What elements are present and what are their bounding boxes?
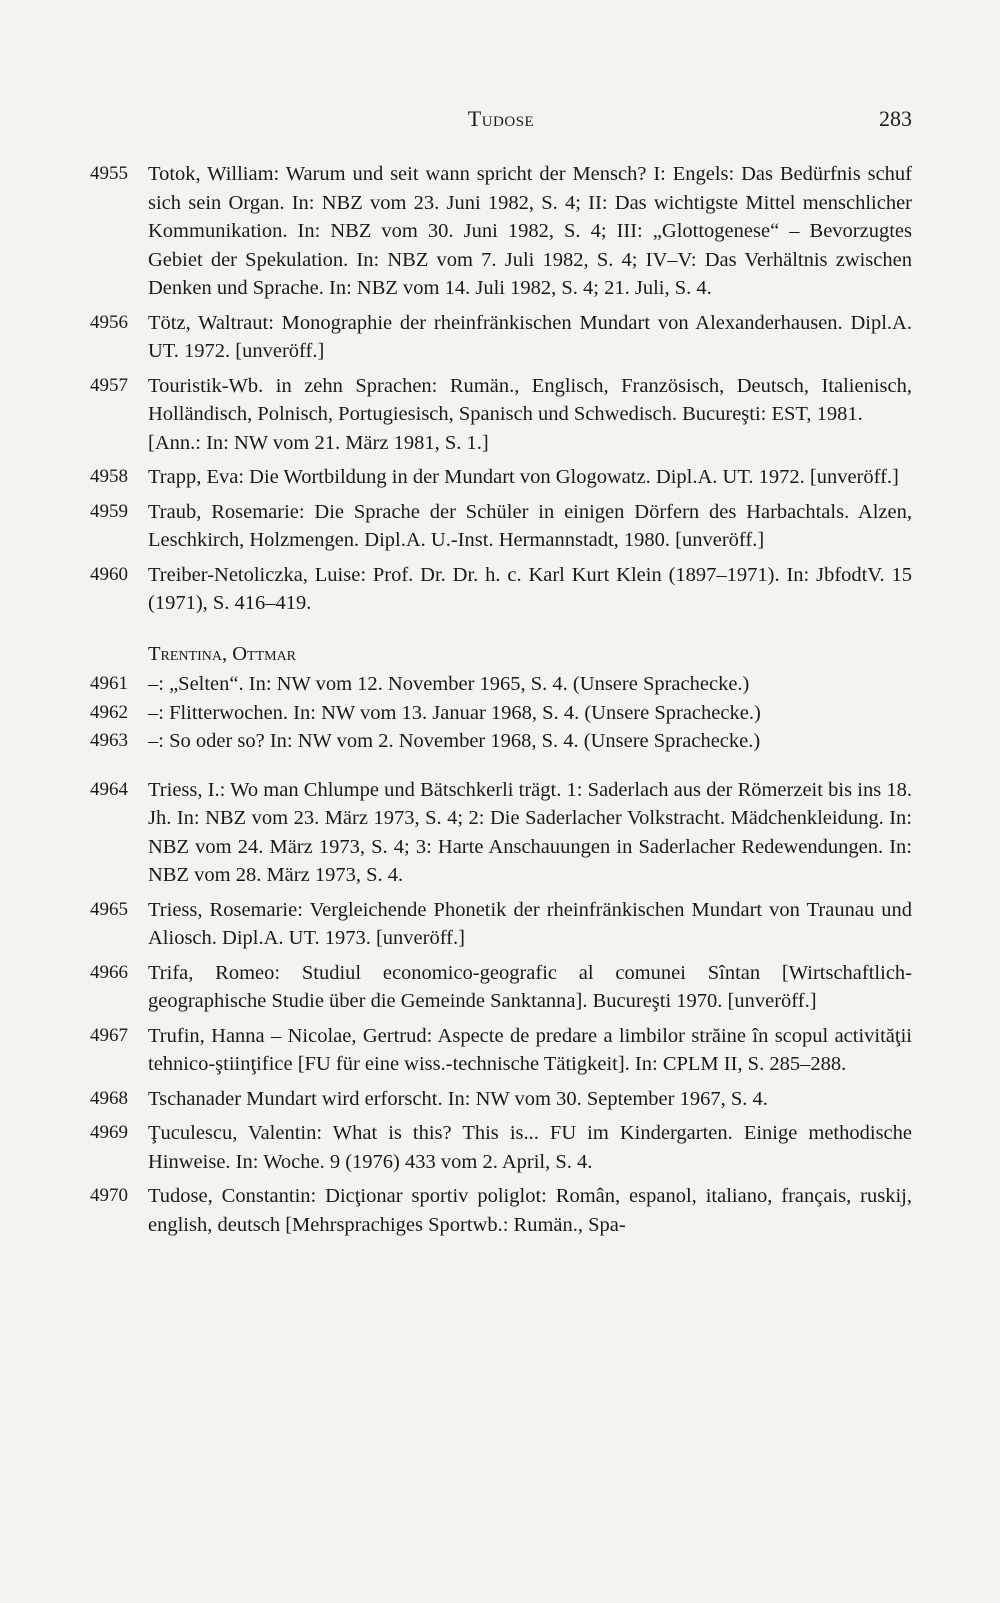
entry-4961 [90, 670, 912, 699]
entry-text: Trapp, Eva: Die Wortbildung in der Mundart von Glogowatz. Dipl.A. UT. 1972. [unveröff.] [148, 466, 899, 488]
entry-text: –: Flitterwochen. In: NW vom 13. Januar 1968, S. 4. (Unsere Sprachecke.) [148, 701, 761, 724]
entry-4960 [90, 561, 912, 618]
entry-number: 4957 [90, 374, 128, 396]
entry-number: 4967 [90, 1024, 128, 1046]
entry-text: Trifa, Romeo: Studiul economico-geografic al comunei Sîntan [Wirtschaftlich-geographische Studie über die Gemeinde Sanktanna]. Bucureşti 1970. [unveröff.] [148, 961, 912, 1012]
entry-text: Tschanader Mundart wird erforscht. In: NW vom 30. September 1967, S. 4. [148, 1087, 768, 1110]
entry-4966 [90, 959, 912, 1016]
entry-text: Trufin, Hanna – Nicolae, Gertrud: Aspecte de predare a limbilor străine în scopul activităţii tehnico-ştiinţifice [FU für eine wiss.-technische Tätigkeit]. In: CPLM II, S. 285–288. [148, 1024, 912, 1075]
entry-text: Traub, Rosemarie: Die Sprache der Schüler in einigen Dörfern des Harbachtals. Alzen, Leschkirch, Holzmengen. Dipl.A. U.-Inst. Hermannstadt, 1980. [unveröff.] [148, 500, 912, 551]
entry-text: Tötz, Waltraut: Monographie der rheinfränkischen Mundart von Alexanderhausen. Dipl.A. UT. 1972. [unveröff.] [148, 311, 912, 362]
entry-number: 4959 [90, 500, 128, 522]
entry-4970 [90, 1182, 912, 1239]
author-group-heading: Trentina, Ottmar [148, 642, 297, 665]
spacer [90, 762, 912, 776]
entry-4957 [90, 372, 912, 458]
entry-4958 [90, 463, 912, 492]
entry-text: Tudose, Constantin: Dicţionar sportiv poliglot: Român, espanol, italiano, français, ruskij, english, deutsch [Mehrsprachiges Sportwb.: Rumän., Spa- [148, 1185, 912, 1236]
entry-4964 [90, 776, 912, 890]
entry-4965 [90, 896, 912, 953]
entry-text: Ţuculescu, Valentin: What is this? This is... FU im Kindergarten. Einige methodische Hinweise. In: Woche. 9 (1976) 433 vom 2. April, S. 4. [148, 1122, 912, 1173]
entry-text: Triess, Rosemarie: Vergleichende Phonetik der rheinfränkischen Mundart von Traunau und Aliosch. Dipl.A. UT. 1973. [unveröff.] [148, 898, 912, 949]
entry-number: 4961 [90, 673, 128, 694]
entry-4967 [90, 1022, 912, 1079]
entry-4959 [90, 498, 912, 555]
entry-4962 [90, 699, 912, 728]
entry-number: 4964 [90, 778, 128, 800]
entry-number: 4963 [90, 730, 128, 751]
entry-number: 4960 [90, 563, 128, 585]
entry-4969 [90, 1119, 912, 1176]
entry-text: Totok, William: Warum und seit wann spricht der Mensch? I: Engels: Das Bedürfnis schuf sich sein Organ. In: NBZ vom 23. Juni 1982, S. 4; II: Das wichtigste Mittel menschlicher Kommunikation. In: NBZ vom 30. Juni 1982, S. 4; III: „Glottogenese“ – Bevorzugtes Gebiet der Spekulation. In: NBZ vom 7. Juli 1982, S. 4; IV–V: Das Verhältnis zwischen Denken und Sprache. In: NBZ vom 14. Juli 1982, S. 4; 21. Juli, S. 4. [148, 163, 912, 299]
page-number: 283 [879, 106, 912, 131]
running-head: Tudose [467, 106, 535, 131]
entry-4963 [90, 727, 912, 756]
entry-text: –: So oder so? In: NW vom 2. November 1968, S. 4. (Unsere Sprachecke.) [148, 730, 761, 752]
page-header [90, 106, 912, 136]
entry-4955 [90, 160, 912, 303]
entry-text: –: „Selten“. In: NW vom 12. November 1965, S. 4. (Unsere Sprachecke.) [148, 673, 750, 695]
entry-text: Triess, I.: Wo man Chlumpe und Bätschkerli trägt. 1: Saderlach aus der Römerzeit bis ins 18. Jh. In: NBZ vom 23. März 1973, S. 4; 2: Die Saderlacher Volkstracht. Mädchenkleidung. In: NBZ vom 24. März 1973, S. 4; 3: Harte Anschauungen in Saderlacher Redewendungen. In: NBZ vom 28. März 1973, S. 4. [148, 778, 912, 886]
bibliography-entries [90, 160, 912, 1245]
entry-number: 4970 [90, 1185, 128, 1206]
entry-text: Treiber-Netoliczka, Luise: Prof. Dr. Dr. h. c. Karl Kurt Klein (1897–1971). In: JbfodtV. 15 (1971), S. 416–419. [148, 563, 912, 614]
entry-number: 4965 [90, 898, 128, 920]
entry-note: [Ann.: In: NW vom 21. März 1981, S. 1.] [148, 431, 489, 454]
entry-number: 4966 [90, 961, 128, 983]
entry-number: 4962 [90, 701, 128, 723]
entry-number: 4968 [90, 1087, 128, 1109]
entry-number: 4969 [90, 1122, 128, 1143]
entry-number: 4958 [90, 466, 128, 487]
entry-4956 [90, 309, 912, 366]
entry-text: Touristik-Wb. in zehn Sprachen: Rumän., Englisch, Französisch, Deutsch, Italienisch, Holländisch, Polnisch, Portugiesisch, Spanisch und Schwedisch. Bucureşti: EST, 1981. [148, 374, 912, 425]
entry-number: 4955 [90, 163, 128, 184]
entry-4968 [90, 1085, 912, 1114]
entry-number: 4956 [90, 311, 128, 333]
